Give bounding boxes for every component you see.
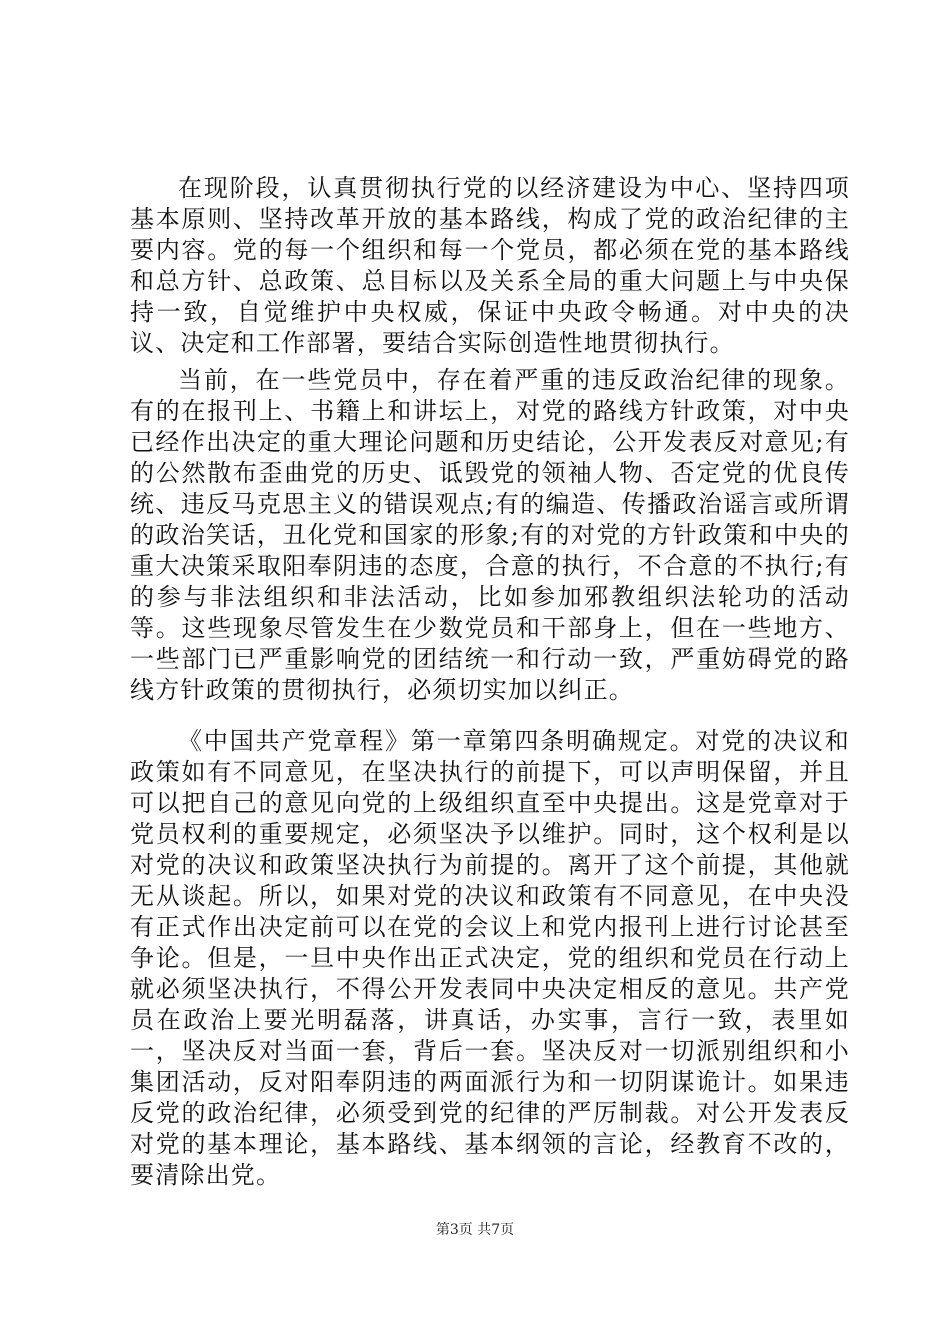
paragraph-party-constitution-rules: 《中国共产党章程》第一章第四条明确规定。对党的决议和政策如有不同意见，在坚决执行的前提下，可以声明保留，并且可以把自己的意见向党的上级组织直至中央提出。这是党章对于党员权利的重要规定，必须坚决予以维护。同时，这个权利是以对党的决议和政策坚决执行为前提的。离开了这个前提，其他就无从谈起。所以，如果对党的决议和政策有不同意见，在中央没有正式作出决定前可以在党的会议上和党内报刊上进行讨论甚至争论。但是，一旦中央作出正式决定，党的组织和党员在行动上就必须坚决执行，不得公开发表同中央决定相反的意见。共产党员在政治上要光明磊落，讲真话，办实事，言行一致，表里如一，坚决反对当面一套，背后一套。坚决反对一切派别组织和小集团活动，反对阳奉阴违的两面派行为和一切阴谋诡计。如果违反党的政治纪律，必须受到党的纪律的严厉制裁。对公开发表反对党的基本理论，基本路线、基本纲领的言论，经教育不改的，要清除出党。 (130, 727, 850, 1189)
page-number-footer: 第3页 共7页 (435, 1222, 515, 1238)
paragraph-political-discipline-content: 在现阶段，认真贯彻执行党的以经济建设为中心、坚持四项基本原则、坚持改革开放的基本路线，构成了党的政治纪律的主要内容。党的每一个组织和每一个党员，都必须在党的基本路线和总方针、总政策、总目标以及关系全局的重大问题上与中央保持一致，自觉维护中央权威，保证中央政令畅通。对中央的决议、决定和工作部署，要结合实际创造性地贯彻执行。 (130, 174, 850, 357)
paragraph-current-violations: 当前，在一些党员中，存在着严重的违反政治纪律的现象。有的在报刊上、书籍上和讲坛上，对党的路线方针政策，对中央已经作出决定的重大理论问题和历史结论，公开发表反对意见;有的公然散布歪曲党的历史、诋毁党的领袖人物、否定党的优良传统、违反马克思主义的错误观点;有的编造、传播政治谣言或所谓的政治笑话，丑化党和国家的形象;有的对党的方针政策和中央的重大决策采取阳奉阴违的态度，合意的执行，不合意的不执行;有的参与非法组织和非法活动，比如参加邪教组织法轮功的活动等。这些现象尽管发生在少数党员和干部身上，但在一些地方、一些部门已严重影响党的团结统一和行动一致，严重妨碍党的路线方针政策的贯彻执行，必须切实加以纠正。 (130, 366, 850, 704)
